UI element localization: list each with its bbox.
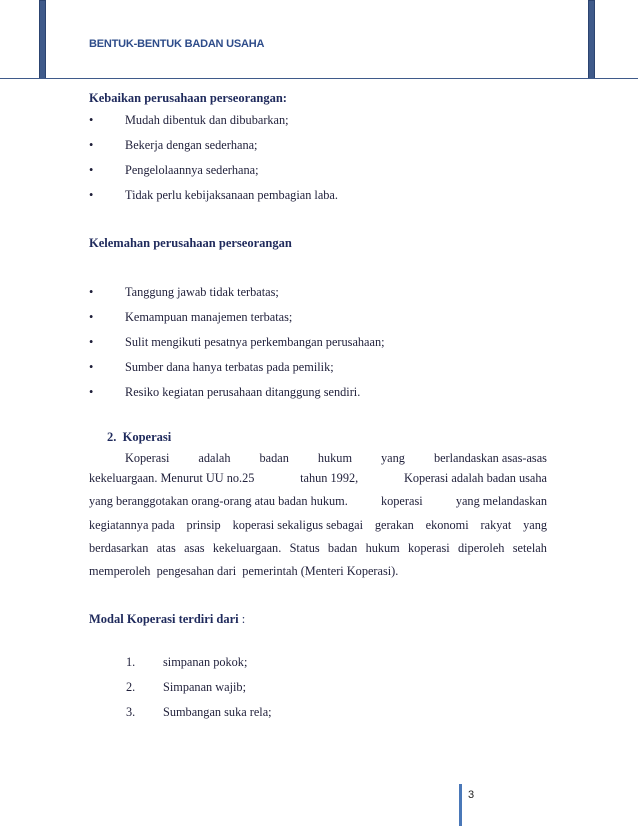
footer-accent-bar xyxy=(459,784,462,826)
header-right-bar xyxy=(588,0,595,79)
header-left-bar xyxy=(39,0,46,79)
modal-heading: Modal Koperasi terdiri dari : xyxy=(89,612,246,626)
koperasi-title: Koperasi xyxy=(122,430,172,444)
paragraph-line: yang beranggotakan orang-orang atau badan hukum. koperasi yang melandaskan xyxy=(89,494,547,508)
bullet-icon: • xyxy=(89,138,94,152)
paragraph-line: memperoleh pengesahan dari pemerintah (Menteri Koperasi). xyxy=(89,564,399,578)
koperasi-number: 2. xyxy=(107,430,117,444)
bullet-icon: • xyxy=(89,163,94,177)
header-title: BENTUK-BENTUK BADAN USAHA xyxy=(89,38,265,50)
paragraph-line: Koperasi adalah badan hukum yang berlandaskan asas-asas xyxy=(125,451,547,465)
page-number: 3 xyxy=(468,789,475,801)
bullet-icon: • xyxy=(89,188,94,202)
paragraph-line: kegiatannya pada prinsip koperasi sekaligus sebagai gerakan ekonomi rakyat yang xyxy=(89,518,547,532)
koperasi-heading xyxy=(107,430,171,445)
bullet-icon: • xyxy=(89,310,94,324)
bullet-icon: • xyxy=(89,113,94,127)
kebaikan-heading: Kebaikan perusahaan perseorangan: xyxy=(89,91,287,105)
paragraph-line: kekeluargaan. Menurut UU no.25 tahun 1992, Koperasi adalah badan usaha xyxy=(89,471,547,485)
bullet-icon: • xyxy=(89,285,94,299)
header-divider xyxy=(0,78,638,79)
bullet-icon: • xyxy=(89,335,94,349)
bullet-icon: • xyxy=(89,360,94,374)
kelemahan-heading: Kelemahan perusahaan perseorangan xyxy=(89,236,292,250)
paragraph-line: berdasarkan atas asas kekeluargaan. Status badan hukum koperasi diperoleh setelah xyxy=(89,541,547,555)
bullet-icon: • xyxy=(89,385,94,399)
